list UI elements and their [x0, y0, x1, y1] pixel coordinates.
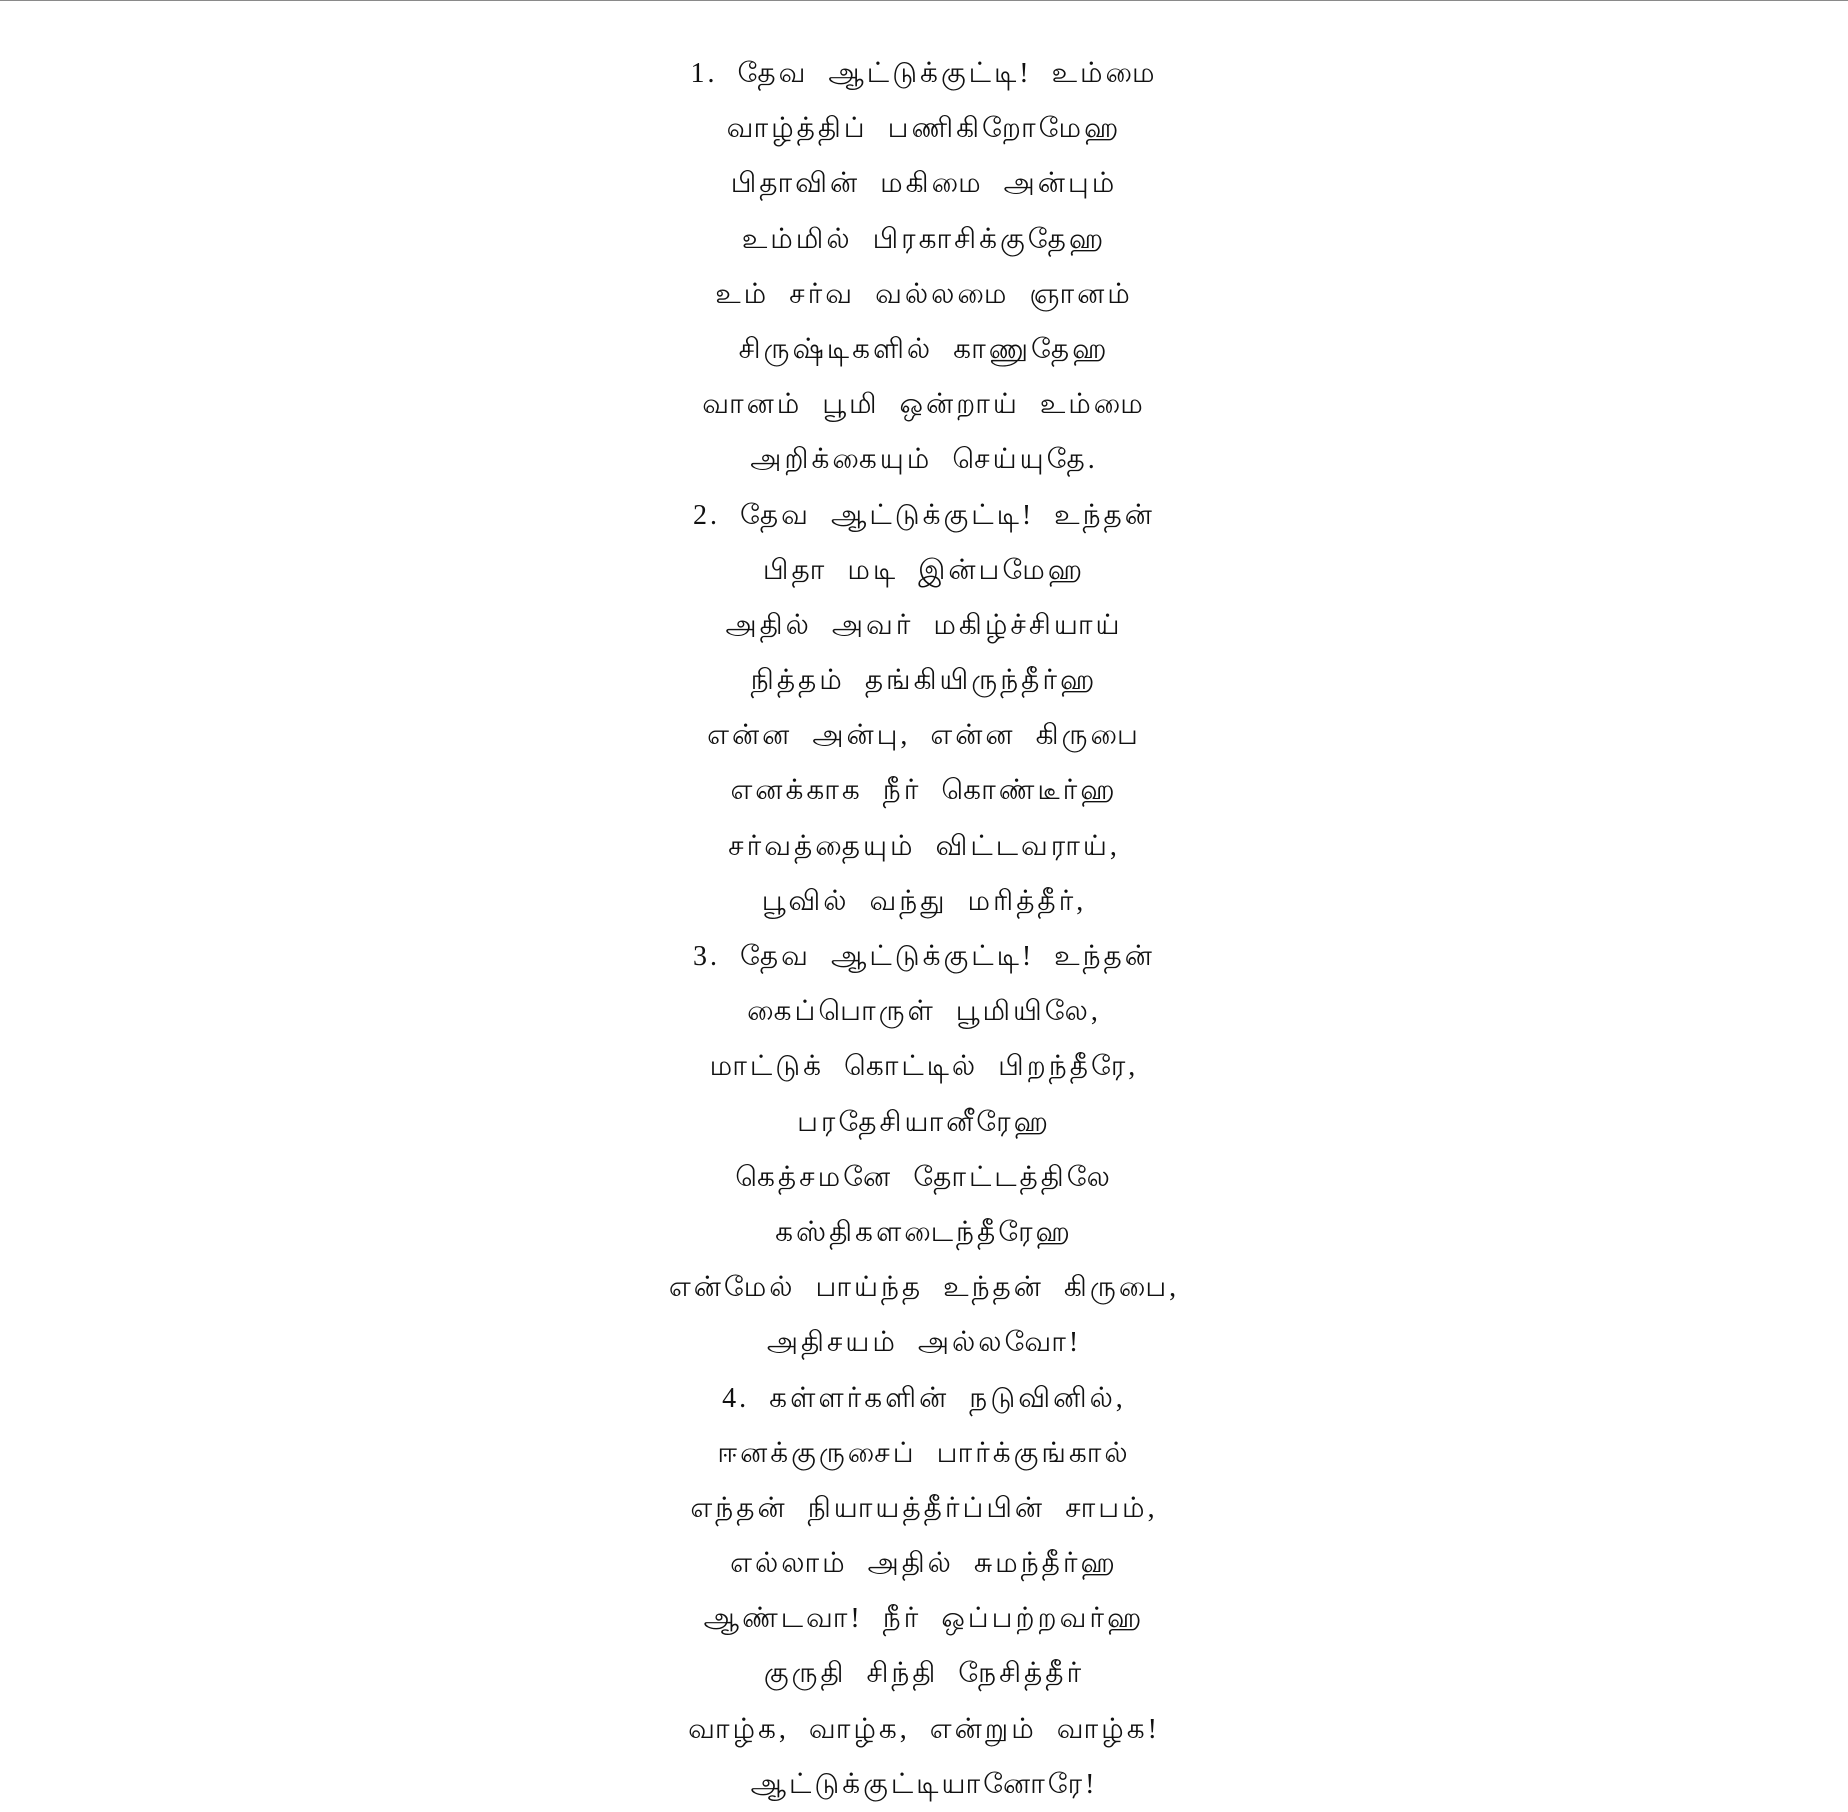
lyric-line-3: பிதாவின் மகிமை அன்பும்	[730, 168, 1118, 200]
lyric-line-12: நித்தம் தங்கியிருந்தீர்ஹ	[750, 665, 1098, 697]
lyric-line-4: உம்மில் பிரகாசிக்குதேஹ	[741, 223, 1107, 255]
lyric-line-14: எனக்காக நீர் கொண்டீர்ஹ	[730, 775, 1118, 807]
top-divider	[0, 0, 1848, 1]
lyric-line-23: என்மேல் பாய்ந்த உந்தன் கிருபை,	[668, 1272, 1180, 1304]
lyric-line-17: 3. தேவ ஆட்டுக்குட்டி! உந்தன்	[693, 941, 1155, 972]
lyric-line-16: பூவில் வந்து மரித்தீர்,	[761, 885, 1087, 917]
lyric-line-21: கெத்சமனே தோட்டத்திலே	[735, 1161, 1113, 1193]
lyric-line-32: ஆட்டுக்குட்டியானோரே!	[750, 1768, 1098, 1800]
lyric-line-24: அதிசயம் அல்லவோ!	[766, 1327, 1082, 1359]
lyric-line-18: கைப்பொருள் பூமியிலே,	[747, 996, 1101, 1028]
lyric-line-31: வாழ்க, வாழ்க, என்றும் வாழ்க!	[688, 1713, 1160, 1745]
lyric-line-11: அதில் அவர் மகிழ்ச்சியாய்	[725, 609, 1123, 641]
lyric-line-26: ஈனக்குருசைப் பார்க்குங்கால்	[717, 1437, 1131, 1469]
lyric-line-22: கஸ்திகளடைந்தீரேஹ	[775, 1216, 1073, 1248]
lyric-line-15: சர்வத்தையும் விட்டவராய்,	[728, 830, 1120, 862]
lyric-line-13: என்ன அன்பு, என்ன கிருபை	[707, 720, 1141, 752]
lyric-line-5: உம் சர்வ வல்லமை ஞானம்	[715, 278, 1133, 310]
hymn-lyrics	[0, 46, 1848, 1812]
lyric-line-29: ஆண்டவா! நீர் ஒப்பற்றவர்ஹ	[703, 1603, 1145, 1635]
lyric-line-1: 1. தேவ ஆட்டுக்குட்டி! உம்மை	[690, 58, 1158, 89]
lyric-line-30: குருதி சிந்தி நேசித்தீர்	[763, 1658, 1085, 1690]
lyric-line-6: சிருஷ்டிகளில் காணுதேஹ	[738, 333, 1110, 365]
lyric-line-19: மாட்டுக் கொட்டில் பிறந்தீரே,	[709, 1051, 1139, 1083]
lyric-line-28: எல்லாம் அதில் சுமந்தீர்ஹ	[730, 1548, 1118, 1580]
lyric-line-7: வானம் பூமி ஒன்றாய் உம்மை	[702, 389, 1146, 421]
lyric-line-20: பரதேசியானீரேஹ	[797, 1106, 1051, 1138]
lyric-line-2: வாழ்த்திப் பணிகிறோமேஹ	[726, 113, 1122, 145]
lyric-line-10: பிதா மடி இன்பமேஹ	[762, 554, 1086, 586]
lyric-line-25: 4. கள்ளர்களின் நடுவினில்,	[722, 1382, 1126, 1414]
lyric-line-9: 2. தேவ ஆட்டுக்குட்டி! உந்தன்	[693, 499, 1155, 531]
lyric-line-8: அறிக்கையும் செய்யுதே.	[750, 444, 1098, 476]
lyric-line-27: எந்தன் நியாயத்தீர்ப்பின் சாபம்,	[690, 1492, 1158, 1524]
